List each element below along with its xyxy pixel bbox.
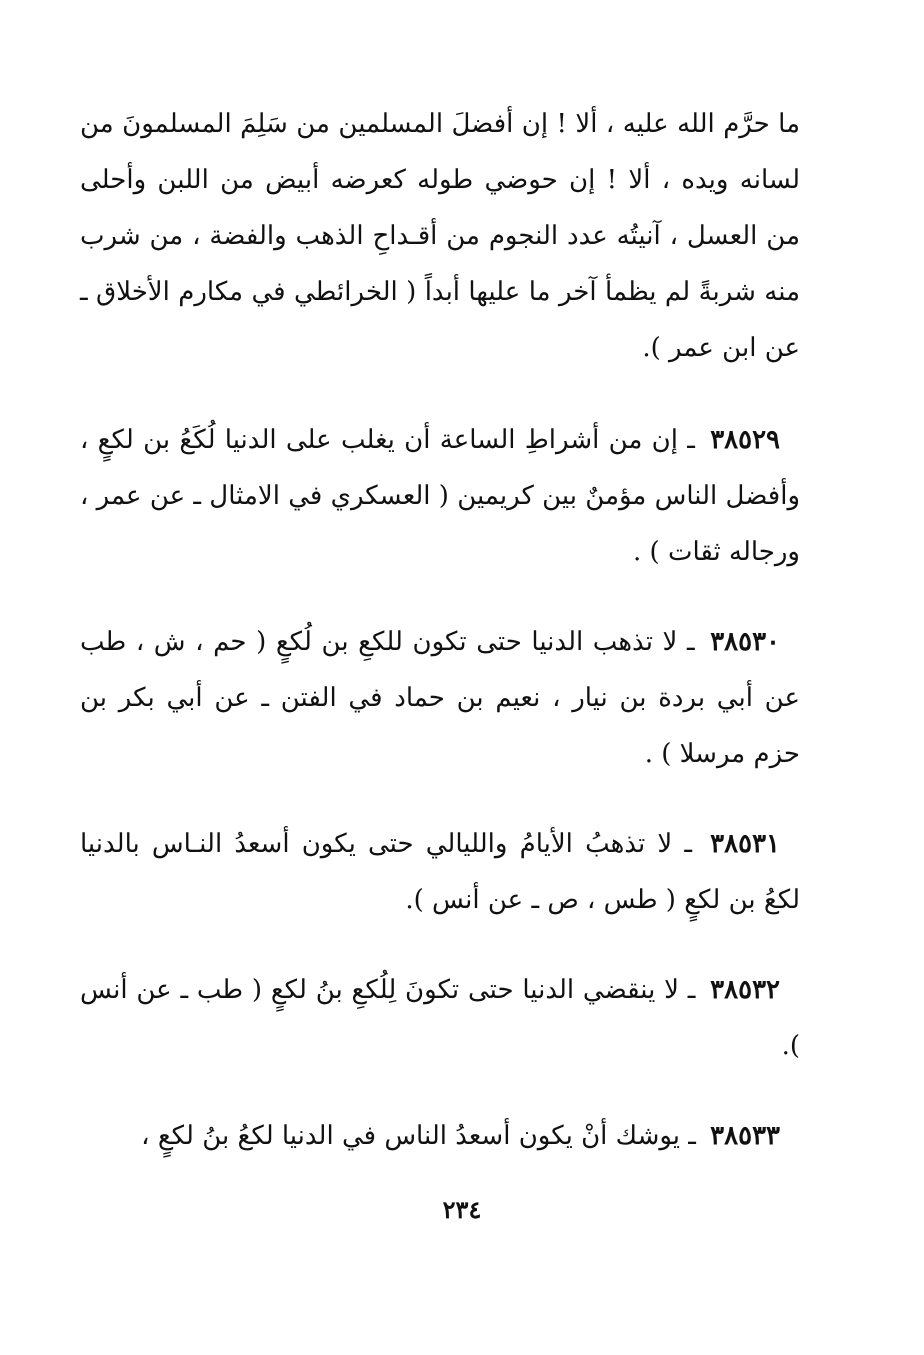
hadith-number: ٣٨٥٣٢ [710,975,780,1005]
hadith-text: ـ لا ينقضي الدنيا حتى تكونَ لِلُكعِ بنُ لكعٍ ( طب ـ عن أنس ). [80,975,800,1061]
hadith-text: ـ لا تذهب الدنيا حتى تكون للكعِ بن لُكعٍ ( حم ، ش ، طب عن أبي بردة بن نيار ، نعيم بن حماد في الفتن ـ عن أبي بكر بن حزم مرسلا ) . [80,627,800,769]
hadith-38531 [80,816,800,928]
hadith-text: ـ يوشك أنْ يكون أسعدُ الناس في الدنيا لكعُ بنُ لكعٍ ، [141,1121,696,1151]
hadith-38530 [80,614,800,782]
hadith-number: ٣٨٥٢٩ [710,425,781,455]
hadith-text: ـ إن من أشراطِ الساعة أن يغلب على الدنيا لُكَعُ بن لكعٍ ، وأفضل الناس مؤمنٌ بين كريمين ( العسكري في الامثال ـ عن عمر ، ورجاله ثقات ) . [80,425,800,567]
hadith-number: ٣٨٥٣٣ [710,1121,780,1151]
hadith-38533 [80,1108,800,1164]
hadith-number: ٣٨٥٣١ [710,829,780,859]
hadith-38532 [80,962,800,1074]
hadith-number: ٣٨٥٣٠ [710,627,781,657]
page-body [80,96,800,1198]
hadith-text: ـ لا تذهبُ الأيامُ والليالي حتى يكون أسعدُ النـاس بالدنيا لكعُ بن لكعٍ ( طس ، ص ـ عن أنس ). [80,829,800,915]
intro-paragraph: ما حرَّم الله عليه ، ألا ! إن أفضلَ المسلمين من سَلِمَ المسلمونَ من لسانه ويده ، ألا ! إن حوضي طوله كعرضه أبيض من اللبن وأحلى من العسل ، آنيتُه عدد النجوم من أقـداحِ الذهب والفضة ، من شرب منه شربةً لم يظمأ آخر ما عليها أبداً ( الخرائطي في مكارم الأخلاق ـ عن ابن عمر ). [80,109,800,363]
page-number: ٢٣٤ [442,1195,482,1224]
hadith-38529 [80,412,800,580]
